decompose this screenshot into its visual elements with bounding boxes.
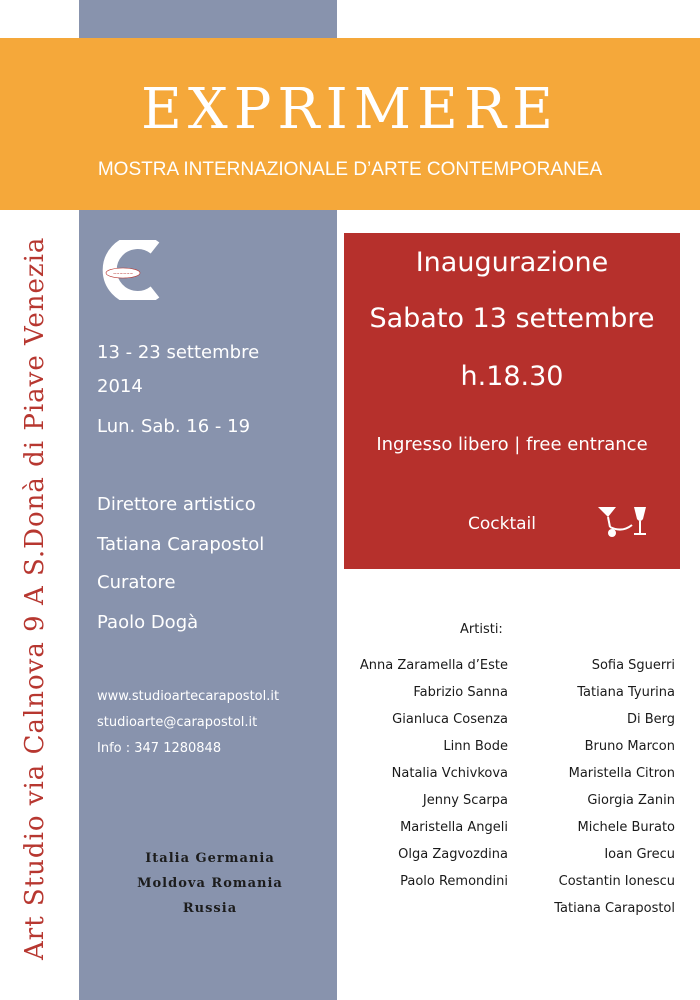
artist-name: Tatiana Tyurina bbox=[577, 685, 675, 700]
artist-name: Natalia Vchivkova bbox=[391, 766, 508, 781]
inauguration-date: Sabato 13 settembre bbox=[369, 303, 655, 334]
curator-label: Curatore bbox=[97, 572, 176, 593]
artist-name: Fabrizio Sanna bbox=[413, 685, 508, 700]
inauguration-box bbox=[344, 233, 680, 569]
cocktail-label: Cocktail bbox=[468, 514, 536, 534]
curator-name: Paolo Dogà bbox=[97, 612, 199, 633]
artist-name: Paolo Remondini bbox=[400, 874, 508, 889]
artist-name: Jenny Scarpa bbox=[422, 793, 508, 808]
artists-list-left bbox=[340, 652, 508, 895]
director-label: Direttore artistico bbox=[97, 494, 256, 515]
inauguration-time: h.18.30 bbox=[460, 361, 564, 392]
countries-line: Italia Germania bbox=[145, 851, 275, 866]
countries-block bbox=[100, 846, 320, 921]
artist-name: Sofia Sguerri bbox=[591, 658, 675, 673]
countries-line: Russia bbox=[182, 901, 238, 916]
date-range: 13 - 23 settembre bbox=[97, 342, 260, 363]
countries-line: Moldova Romania bbox=[137, 876, 283, 891]
artist-name: Gianluca Cosenza bbox=[392, 712, 508, 727]
artist-name: Bruno Marcon bbox=[584, 739, 675, 754]
phone-info: Info : 347 1280848 bbox=[97, 741, 222, 756]
artist-name: Olga Zagvozdina bbox=[398, 847, 508, 862]
opening-hours: Lun. Sab. 16 - 19 bbox=[97, 416, 251, 437]
artist-name: Ioan Grecu bbox=[604, 847, 675, 862]
artists-label: Artisti: bbox=[460, 622, 503, 637]
cocktail-glass-icon bbox=[594, 503, 650, 543]
artist-name: Linn Bode bbox=[443, 739, 508, 754]
artist-name: Di Berg bbox=[626, 712, 675, 727]
inauguration-heading: Inaugurazione bbox=[415, 247, 609, 278]
artist-name: Giorgia Zanin bbox=[587, 793, 675, 808]
artist-name: Anna Zaramella d’Este bbox=[359, 658, 508, 673]
artist-name: Maristella Angeli bbox=[400, 820, 508, 835]
studio-logo bbox=[97, 240, 163, 300]
year: 2014 bbox=[97, 376, 143, 397]
exhibition-subtitle: MOSTRA INTERNAZIONALE D’ARTE CONTEMPORANEA bbox=[97, 159, 603, 180]
artists-list-right bbox=[520, 652, 675, 922]
artist-name: Michele Burato bbox=[577, 820, 675, 835]
email-link[interactable]: studioarte@carapostol.it bbox=[97, 715, 258, 730]
artist-name: Costantin Ionescu bbox=[558, 874, 675, 889]
artist-name: Tatiana Carapostol bbox=[554, 901, 675, 916]
website-link[interactable]: www.studioartecarapostol.it bbox=[97, 689, 280, 704]
director-name: Tatiana Carapostol bbox=[97, 534, 265, 555]
contact-block bbox=[97, 684, 279, 762]
exhibition-title: EXPRIMERE bbox=[141, 77, 559, 142]
artist-name: Maristella Citron bbox=[568, 766, 675, 781]
venue-address: Art Studio via Calnova 9 A S.Donà di Piave Venezia bbox=[20, 236, 50, 960]
entrance-info: Ingresso libero | free entrance bbox=[376, 434, 648, 455]
svg-text:~~~~~~: ~~~~~~ bbox=[112, 271, 134, 276]
